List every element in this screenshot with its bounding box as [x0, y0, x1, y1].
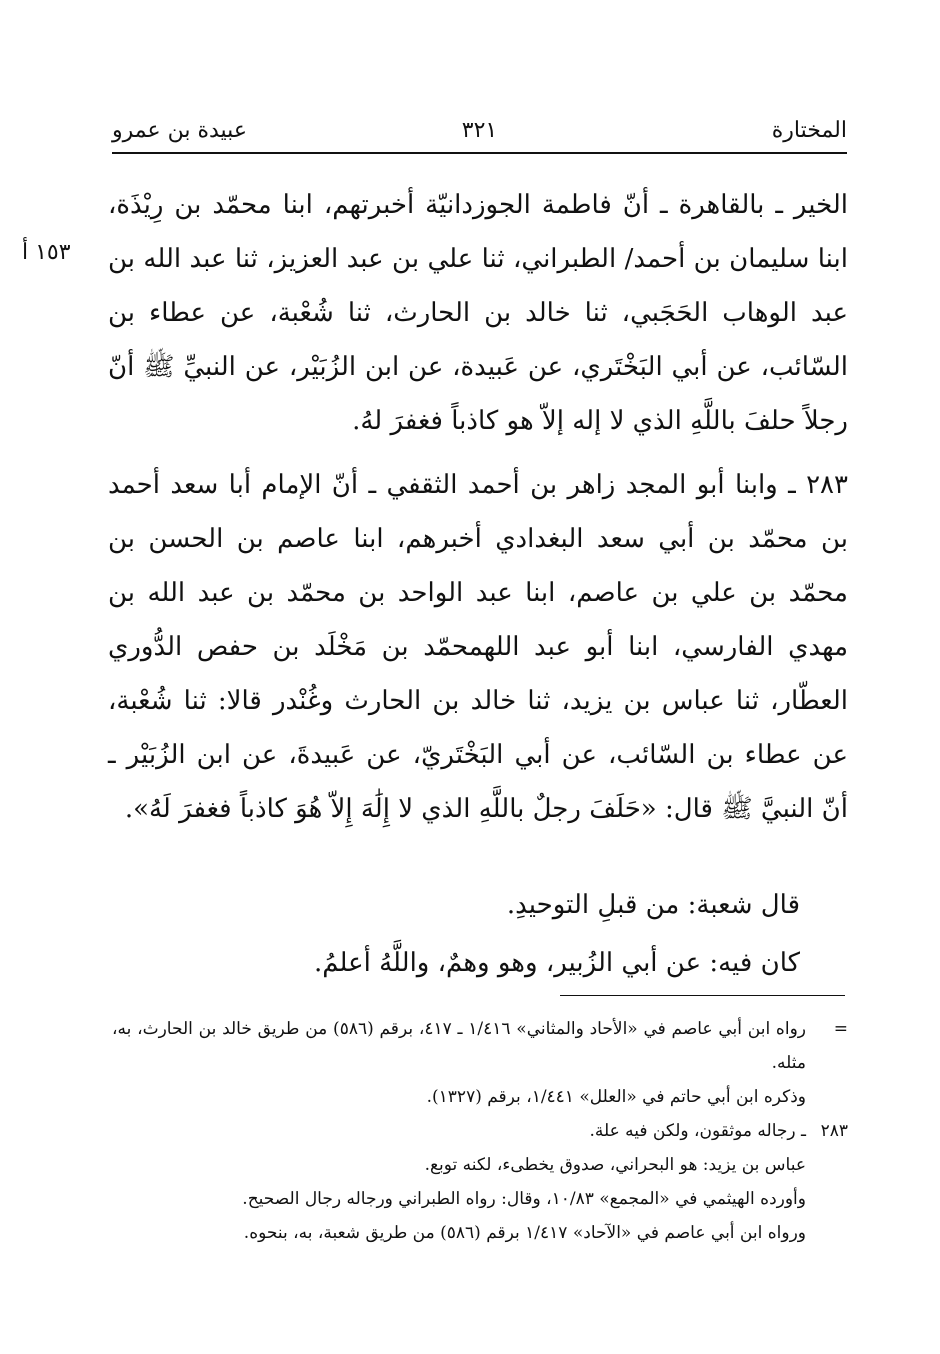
footnote-item: [112, 1114, 848, 1148]
footnote-item: [112, 1182, 848, 1216]
commentary-block: [240, 876, 800, 992]
header-section-title: عبيدة بن عمرو: [112, 118, 247, 143]
footnote-divider: [560, 995, 845, 996]
footnote-item: [112, 1080, 848, 1114]
header-book-title: المختارة: [771, 118, 847, 143]
paragraph-continuation: الخير ـ بالقاهرة ـ أنّ فاطمة الجوزدانيّة أخبرتهم، ابنا محمّد بن رِيْذَة، ابنا سليمان بن أحمد/ الطبراني، ثنا علي بن عبد العزيز، ثنا عبد الله بن عبد الوهاب الحَجَبي، ثنا خالد بن الحارث، ثنا شُعْبة، عن عطاء بن السّائب، عن أبي البَخْتَري، عن عَبيدة، عن ابن الزُبَيْر، عن النبيِّ ﷺ أنّ رجلاً حلفَ باللَّهِ الذي لا إله إلاّ هو كاذباً فغفرَ لهُ.: [108, 190, 848, 436]
commentary-line: قال شعبة: من قبلِ التوحيدِ.: [506, 890, 800, 920]
footnote-mark: =: [833, 1019, 848, 1039]
page-number: ٣٢١: [461, 118, 498, 143]
header-divider: [112, 152, 847, 154]
footnote-text: ـ رجاله موثقون، ولكن فيه علة.: [589, 1121, 806, 1141]
footnote-item: [112, 1148, 848, 1182]
commentary-line: كان فيه: عن أبي الزُبير، وهو وهمٌ، واللَّهُ أعلمُ.: [313, 948, 800, 978]
footnote-text: وذكره ابن أبي حاتم في «العلل» ١/٤٤١، برقم (١٣٢٧).: [426, 1087, 806, 1107]
footnote-item: [112, 1012, 848, 1080]
footnote-text: عباس بن يزيد: هو البحراني، صدوق يخطىء، لكنه توبع.: [424, 1155, 806, 1175]
footnote-text: وأورده الهيثمي في «المجمع» ١٠/٨٣، وقال: رواه الطبراني ورجاله رجال الصحيح.: [242, 1189, 806, 1209]
running-header: [112, 110, 847, 150]
footnote-text: ورواه ابن أبي عاصم في «الآحاد» ١/٤١٧ برقم (٥٨٦) من طريق شعبة، به، بنحوه.: [243, 1223, 806, 1243]
paragraph-hadith-283: ٢٨٣ ـ وابنا أبو المجد زاهر بن أحمد الثقفي ـ أنّ الإمام أبا سعد أحمد بن محمّد بن أبي سعد البغدادي أخبرهم، ابنا عاصم بن الحسن بن محمّد بن علي بن عاصم، ابنا عبد الواحد بن محمّد بن عبد الله بن مهدي الفارسي، ابنا أبو عبد اللهمحمّد بن مَخْلَد بن حفص الدُّوري العطّار، ثنا عباس بن يزيد، ثنا خالد بن الحارث وغُنْدر قالا: ثنا شُعْبة، عن عطاء بن السّائب، عن أبي البَخْتَريّ، عن عَبيدةَ، عن ابن الزُبَيْر ـ أنّ النبيَّ ﷺ قال: «حَلَفَ رجلٌ باللَّهِ الذي لا إِلَٰهَ إِلاّ هُوَ كاذباً فغفرَ لَهُ».: [108, 470, 848, 824]
footnote-mark: ٢٨٣: [820, 1121, 848, 1141]
main-text: [108, 178, 848, 836]
footnote-item: [112, 1216, 848, 1250]
manuscript-folio-note: ١٥٣ أ: [22, 240, 71, 265]
footnotes: [112, 1012, 848, 1250]
footnote-text: رواه ابن أبي عاصم في «الأحاد والمثاني» ١/٤١٦ ـ ٤١٧، برقم (٥٨٦) من طريق خالد بن الحارث، به، مثله.: [112, 1019, 806, 1073]
